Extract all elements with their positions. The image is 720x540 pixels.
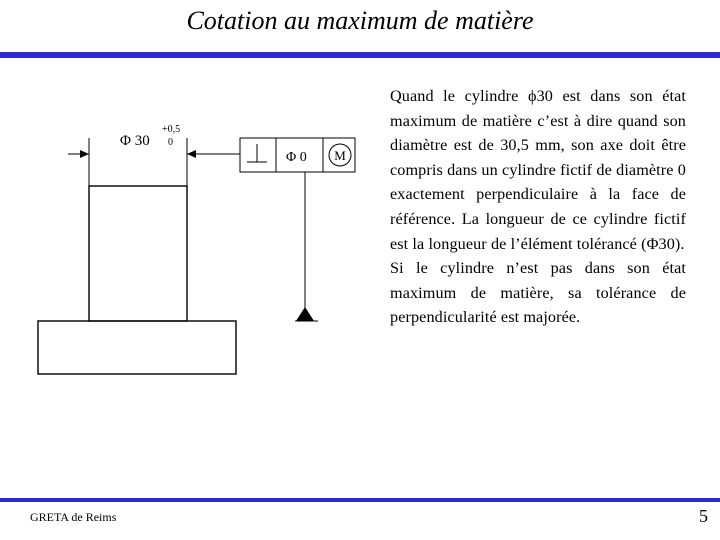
frame-modifier: M [334,148,346,163]
paragraph-2: Si le cylindre n’est pas dans son état maximum de matière, sa tolérance de perpendicularité est majorée. [390,259,686,327]
tolerance-lower: 0 [168,137,173,148]
dimension-arrow-left [80,150,89,158]
dimension-label: Φ 30 [120,133,150,149]
paragraph-1: Quand le cylindre ϕ30 est dans son état maximum de matière c’est à dire quand son diamètre est de 30,5 mm, son axe doit être compris dans un cylindre fictif de diamètre 0 exactement perpendiculaire à la face de référence. La longueur de ce cylindre fictif est la longueur de l’élément tolérancé (Φ30). [390,87,686,253]
page-number: 5 [699,506,708,526]
perpendicularity-icon [247,144,267,162]
frame-value: Φ 0 [286,150,307,165]
top-rule [0,52,720,58]
technical-drawing [0,110,380,380]
tolerance-upper: +0,5 [162,124,181,135]
slide-title: Cotation au maximum de matière [186,6,534,35]
datum-triangle-icon [296,307,314,321]
cylinder-part [89,186,187,321]
dimension-arrow-right [187,150,196,158]
explanation-text [390,84,686,330]
base-plate [38,321,236,374]
bottom-rule [0,498,720,502]
footer-organization: GRETA de Reims [30,510,117,524]
